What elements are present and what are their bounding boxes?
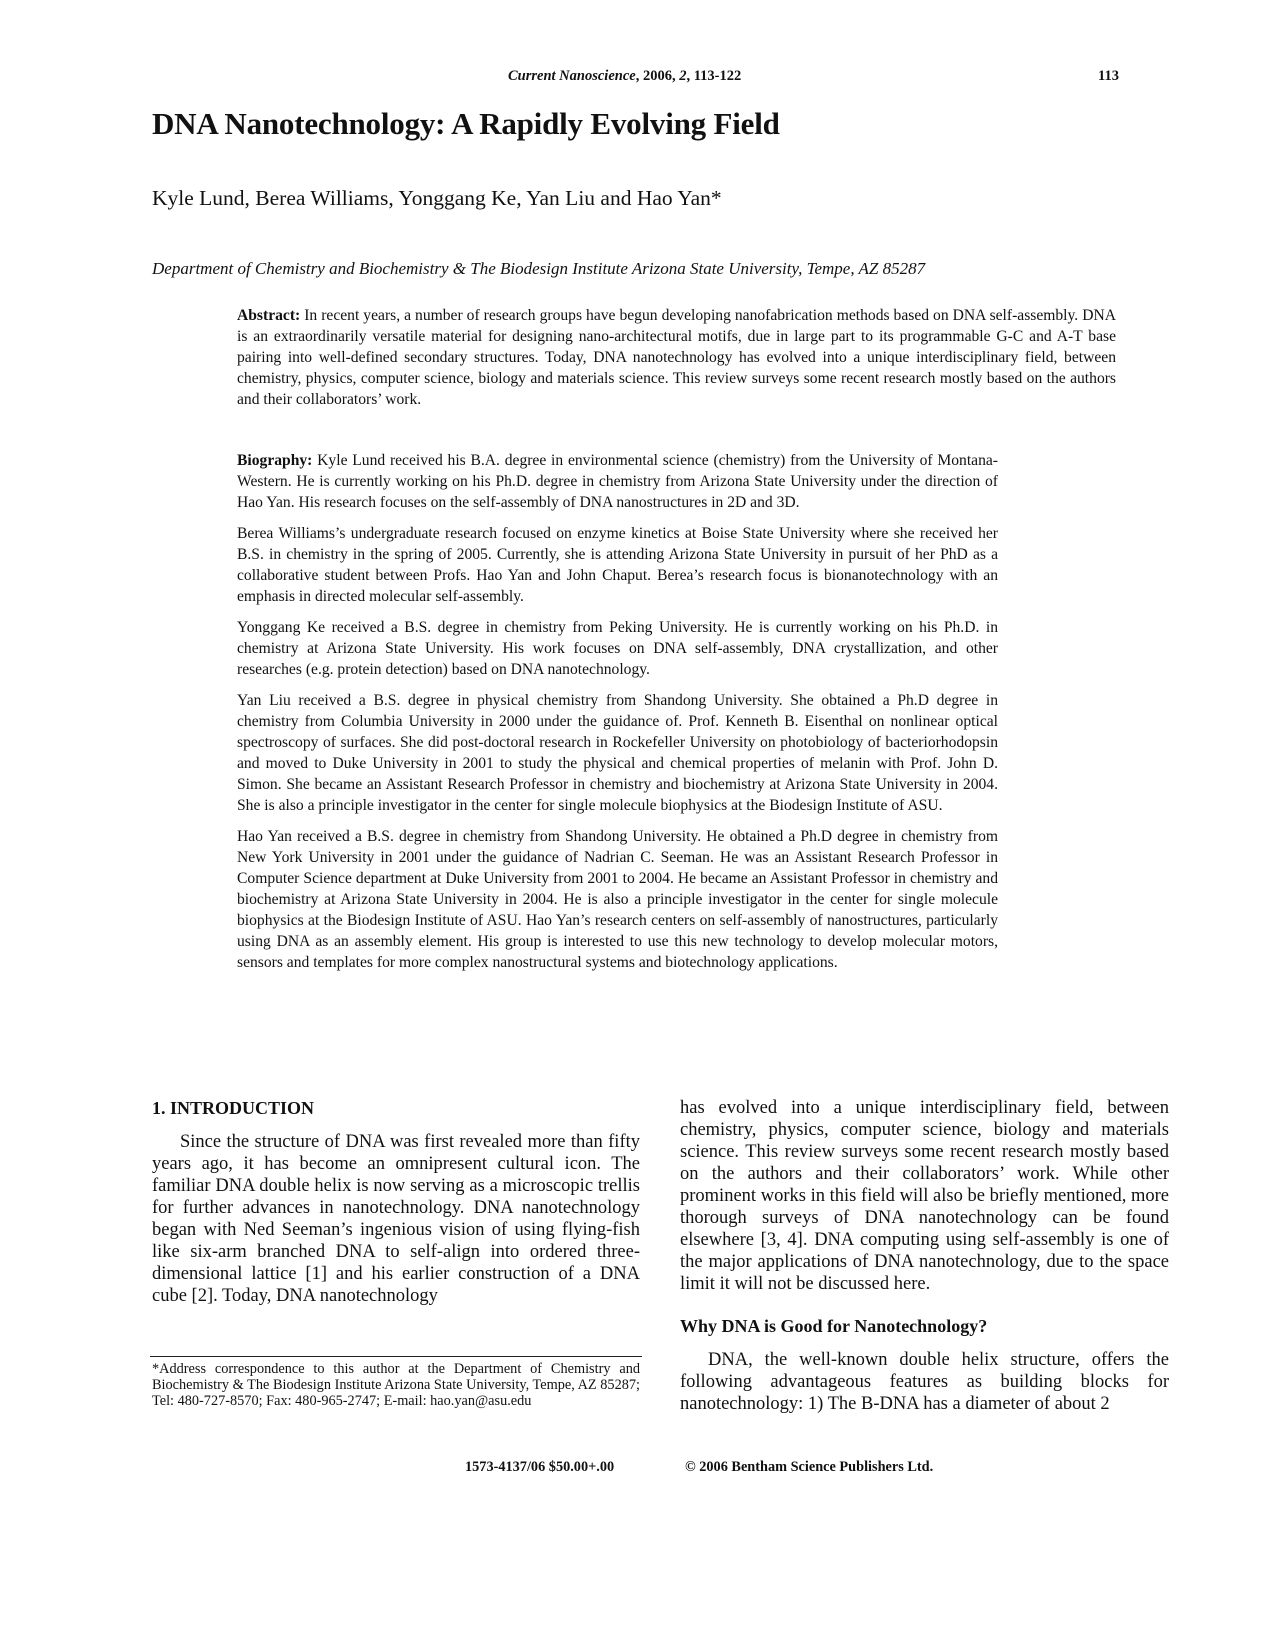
abstract-paragraph	[237, 305, 1116, 410]
correspondence-footnote: *Address correspondence to this author at the Department of Chemistry and Biochemistry & The Biodesign Institute Arizona State University, Tempe, AZ 85287; Tel: 480-727-8570; Fax: 480-965-2747; E-mail: hao.yan@asu.edu	[152, 1361, 640, 1410]
journal-pages: 113-122	[693, 68, 742, 84]
biography-paragraph-ke: Yonggang Ke received a B.S. degree in chemistry from Peking University. He is currently working on his Ph.D. in chemistry at Arizona State University. His work focuses on DNA self-assembly, DNA crystallization, and other researches (e.g. protein detection) based on DNA nanotechnology.	[237, 619, 998, 678]
article-title: DNA Nanotechnology: A Rapidly Evolving Field	[152, 106, 780, 141]
abstract-label: Abstract:	[237, 307, 301, 324]
biography-paragraph-williams: Berea Williams’s undergraduate research focused on enzyme kinetics at Boise State University where she received her B.S. in chemistry in the spring of 2005. Currently, she is attending Arizona State University in pursuit of her PhD as a collaborative student between Profs. Hao Yan and John Chaput. Berea’s research focus is bionanotechnology with an emphasis in directed molecular self-assembly.	[237, 525, 998, 605]
author-list: Kyle Lund, Berea Williams, Yonggang Ke, Yan Liu and Hao Yan*	[152, 186, 722, 210]
page-number: 113	[1098, 68, 1119, 84]
body-column-right	[680, 1097, 1169, 1415]
affiliation: Department of Chemistry and Biochemistry & The Biodesign Institute Arizona State University, Tempe, AZ 85287	[152, 259, 926, 278]
intro-paragraph-left: Since the structure of DNA was first revealed more than fifty years ago, it has become an omnipresent cultural icon. The familiar DNA double helix is now serving as a microscopic trellis for further advances in nanotechnology. DNA nanotechnology began with Ned Seeman’s ingenious vision of using flying-fish like six-arm branched DNA to self-align into ordered three-dimensional lattice [1] and his earlier construction of a DNA cube [2]. Today, DNA nanotechnology	[152, 1132, 640, 1306]
biography-paragraph-liu: Yan Liu received a B.S. degree in physical chemistry from Shandong University. She obtained a Ph.D degree in chemistry from Columbia University in 2000 under the guidance of. Prof. Kenneth B. Eisenthal on nonlinear optical spectroscopy of surfaces. She did post-doctoral research in Rockefeller University on photobiology of bacteriorhodopsin and moved to Duke University in 2001 to study the physical and chemical properties of melanin with Prof. John D. Simon. She became an Assistant Research Professor in chemistry and biochemistry at Arizona State University in 2004. She is also a principle investigator in the center for single molecule biophysics at the Biodesign Institute of ASU.	[237, 692, 998, 814]
abstract-text: In recent years, a number of research groups have begun developing nanofabrication methods based on DNA self-assembly. DNA is an extraordinarily versatile material for designing nano-architectural motifs, due in large part to its programmable G-C and A-T base pairing into well-defined secondary structures. Today, DNA nanotechnology has evolved into a unique interdisciplinary field, between chemistry, physics, computer science, biology and materials science. This review surveys some recent research mostly based on the authors and their collaborators’ work.	[237, 307, 1116, 408]
subsection-heading: Why DNA is Good for Nanotechnology?	[680, 1316, 988, 1336]
biography-text-lund: Kyle Lund received his B.A. degree in environmental science (chemistry) from the University of Montana-Western. He is currently working on his Ph.D. degree in chemistry from Arizona State University under the direction of Hao Yan. His research focuses on the self-assembly of DNA nanostructures in 2D and 3D.	[237, 452, 998, 511]
section-heading: 1. INTRODUCTION	[152, 1098, 315, 1118]
why-dna-paragraph: DNA, the well-known double helix structure, offers the following advantageous features as building blocks for nanotechnology: 1) The B-DNA has a diameter of about 2	[680, 1350, 1169, 1414]
copyright-notice: © 2006 Bentham Science Publishers Ltd.	[685, 1459, 934, 1475]
body-column-left	[152, 1097, 640, 1307]
abstract	[237, 305, 1116, 410]
journal-volume: 2	[679, 68, 687, 84]
issn-price: 1573-4137/06 $50.00+.00	[465, 1459, 615, 1475]
biography-paragraph-lund	[237, 450, 998, 513]
biography-paragraph-yan: Hao Yan received a B.S. degree in chemistry from Shandong University. He obtained a Ph.D degree in chemistry from New York University in 2001 under the guidance of Nadrian C. Seeman. He was an Assistant Research Professor in Computer Science department at Duke University from 2001 to 2004. He became an Assistant Professor in chemistry and biochemistry at Arizona State University in 2004. He is also a principle investigator in the center for single molecule biophysics at the Biodesign Institute of ASU. Hao Yan’s research centers on self-assembly of nanostructures, particularly using DNA as an assembly element. His group is interested to use this new technology to develop molecular motors, sensors and templates for more complex nanostructural systems and biotechnology applications.	[237, 828, 998, 971]
biography-section	[237, 450, 998, 983]
intro-paragraph-right: has evolved into a unique interdisciplinary field, between chemistry, physics, computer science, biology and materials science. This review surveys some recent research mostly based on the authors and their collaborators’ work. While other prominent works in this field will also be briefly mentioned, more thorough surveys of DNA nanotechnology can be found elsewhere [3, 4]. DNA computing using self-assembly is one of the major applications of DNA nanotechnology, due to the space limit it will not be discussed here.	[680, 1098, 1169, 1294]
footnote-divider	[150, 1356, 642, 1357]
journal-name: Current Nanoscience	[508, 68, 636, 84]
journal-year: 2006	[642, 68, 672, 84]
journal-citation: Current Nanoscience, 2006, 2, 113-122	[508, 68, 742, 84]
biography-label: Biography:	[237, 452, 313, 469]
